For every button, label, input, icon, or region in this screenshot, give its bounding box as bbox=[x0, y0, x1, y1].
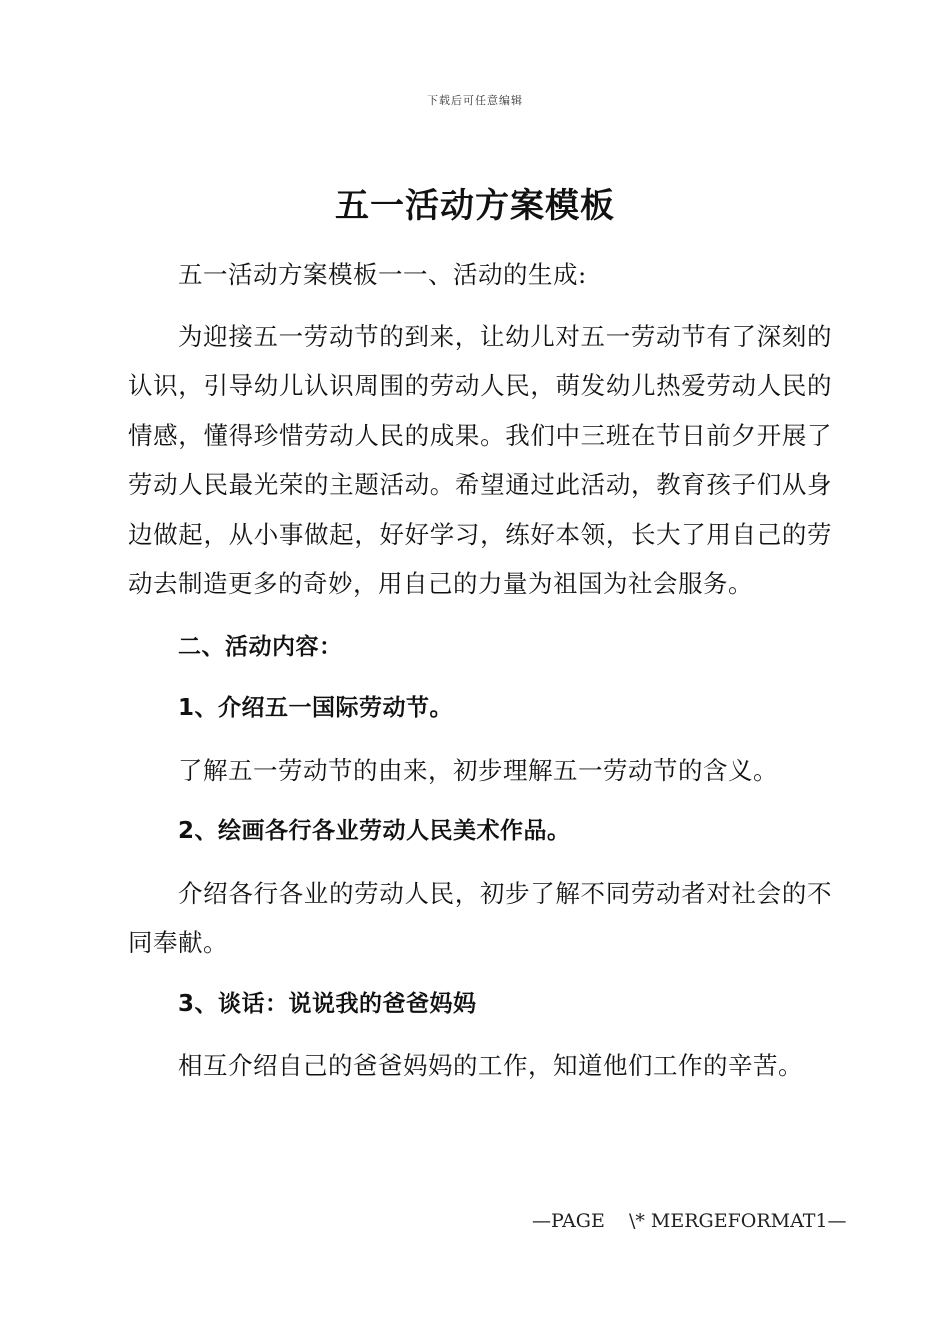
item-body-3: 相互介绍自己的爸爸妈妈的工作，知道他们工作的辛苦。 bbox=[178, 1051, 803, 1080]
item-heading-3: 3、谈话：说说我的爸爸妈妈 bbox=[178, 990, 477, 1017]
background-paragraph: 为迎接五一劳动节的到来，让幼儿对五一劳动节有了深刻的认识，引导幼儿认识周围的劳动人民，萌发幼儿热爱劳动人民的情感，懂得珍惜劳动人民的成果。我们中三班在节日前夕开展了劳动人民最光荣的主题活动。希望通过此活动，教育孩子们从身边做起，从小事做起，好好学习，练好本领，长大了用自己的劳动去制造更多的奇妙，用自己的力量为祖国为社会服务。 bbox=[128, 321, 832, 598]
intro-paragraph: 五一活动方案模板一一、活动的生成: bbox=[178, 260, 587, 289]
page-footer: —PAGE \* MERGEFORMAT1— bbox=[532, 1210, 847, 1232]
document-title: 五一活动方案模板 bbox=[335, 186, 615, 226]
item-heading-2: 2、绘画各行各业劳动人民美术作品。 bbox=[178, 818, 571, 844]
section-heading: 二、活动内容： bbox=[178, 633, 343, 660]
item-body-1: 了解五一劳动节的由来，初步理解五一劳动节的含义。 bbox=[178, 755, 778, 785]
header-note: 下载后可任意编辑 bbox=[427, 94, 523, 107]
item-heading-1: 1、介绍五一国际劳动节。 bbox=[178, 695, 454, 721]
document-body bbox=[128, 250, 832, 1091]
item-body-2: 介绍各行各业的劳动人民，初步了解不同劳动者对社会的不同奉献。 bbox=[128, 878, 832, 957]
